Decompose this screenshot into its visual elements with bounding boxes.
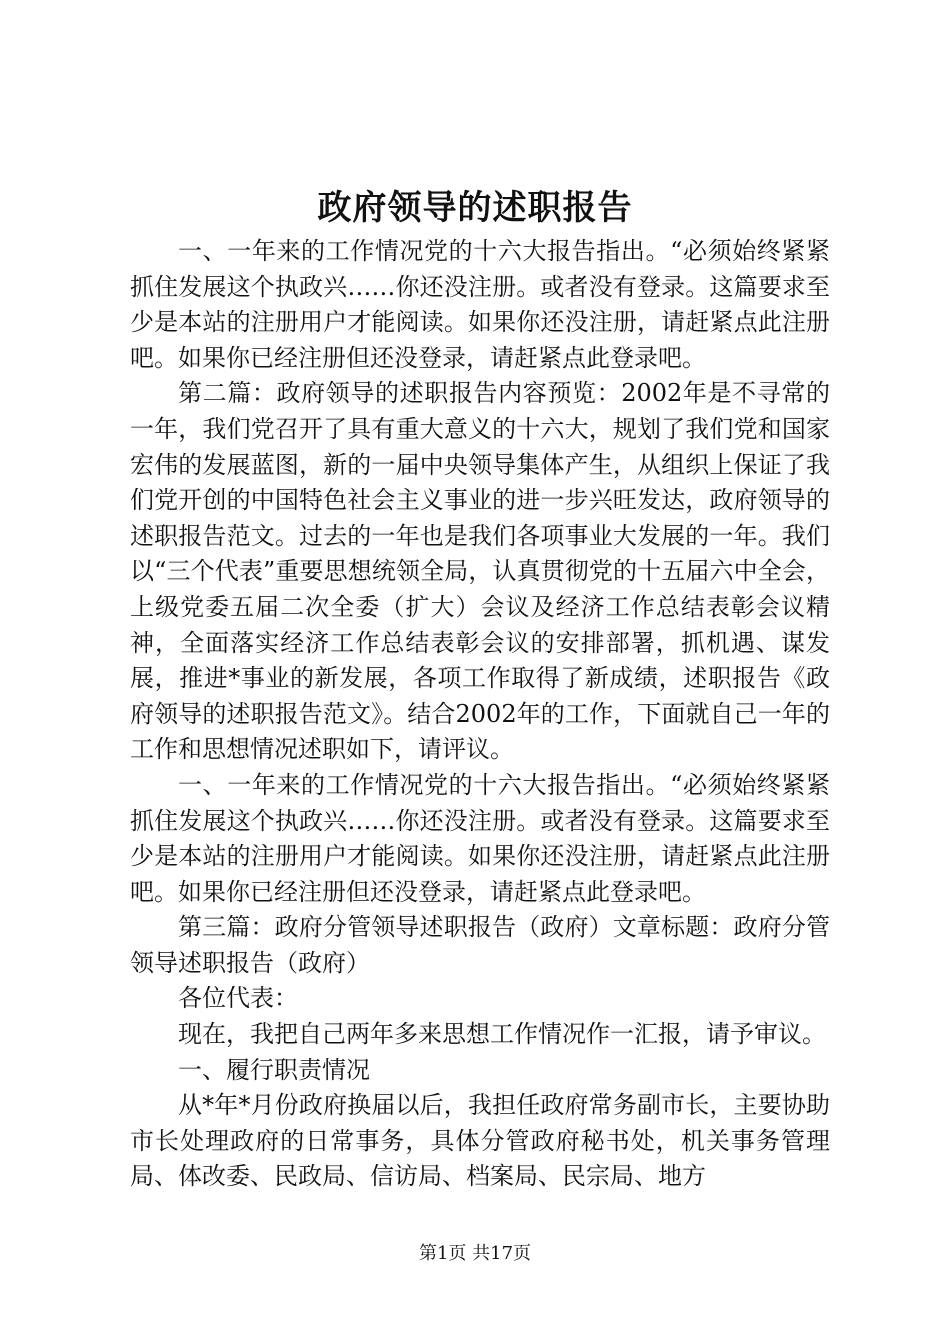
paragraph: 一、一年来的工作情况党的十六大报告指出。“必须始终紧紧抓住发展这个执政兴……你还没注册。或者没有登录。这篇要求至少是本站的注册用户才能阅读。如果你还没注册，请赶紧点此注册吧。如果你已经注册但还没登录，请赶紧点此登录吧。	[130, 770, 830, 906]
paragraph: 第三篇：政府分管领导述职报告（政府）文章标题：政府分管领导述职报告（政府）	[130, 913, 830, 977]
paragraph: 第二篇：政府领导的述职报告内容预览：2002年是不寻常的一年，我们党召开了具有重大意义的十六大，规划了我们党和国家宏伟的发展蓝图，新的一届中央领导集体产生，从组织上保证了我们党开创的中国特色社会主义事业的进一步兴旺发达，政府领导的述职报告范文。过去的一年也是我们各项事业大发展的一年。我们以“三个代表”重要思想统领全局，认真贯彻党的十五届六中全会，上级党委五届二次全委（扩大）会议及经济工作总结表彰会议精神，全面落实经济工作总结表彰会议的安排部署，抓机遇、谋发展，推进*事业的新发展，各项工作取得了新成绩，述职报告《政府领导的述职报告范文》。结合2002年的工作，下面就自己一年的工作和思想情况述职如下，请评议。	[130, 379, 830, 764]
document-title: 政府领导的述职报告	[317, 188, 633, 228]
page-number-footer: 第1页 共17页	[418, 1243, 532, 1264]
paragraph: 各位代表：	[178, 984, 298, 1013]
paragraph: 从*年*月份政府换届以后，我担任政府常务副市长，主要协助市长处理政府的日常事务，具体分管政府秘书处，机关事务管理局、体改委、民政局、信访局、档案局、民宗局、地方	[130, 1091, 830, 1191]
paragraph: 一、履行职责情况	[178, 1055, 370, 1084]
document-body	[130, 234, 830, 1195]
paragraph: 现在，我把自己两年多来思想工作情况作一汇报，请予审议。	[178, 1020, 826, 1049]
paragraph: 一、一年来的工作情况党的十六大报告指出。“必须始终紧紧抓住发展这个执政兴……你还没注册。或者没有登录。这篇要求至少是本站的注册用户才能阅读。如果你还没注册，请赶紧点此注册吧。如果你已经注册但还没登录，请赶紧点此登录吧。	[130, 237, 830, 372]
